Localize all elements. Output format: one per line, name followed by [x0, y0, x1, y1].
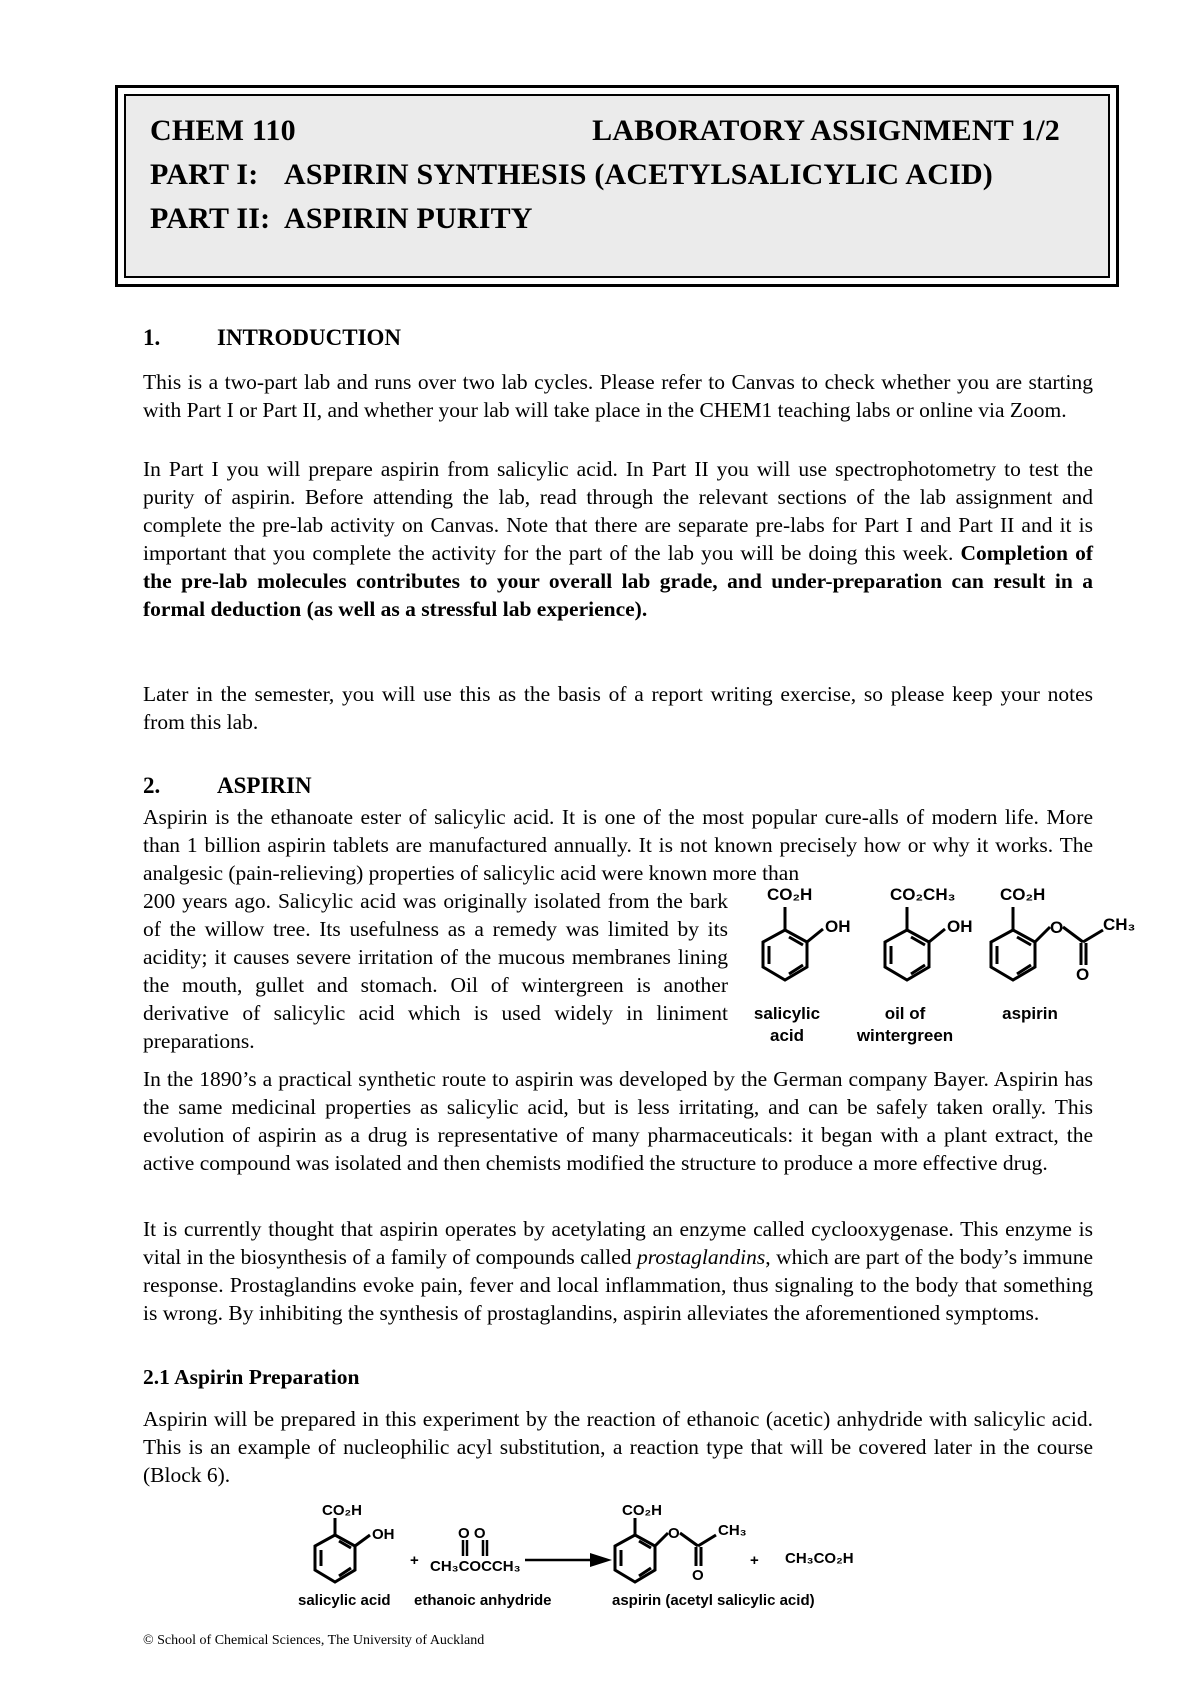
footer-copyright: © School of Chemical Sciences, The University of Auckland — [143, 1633, 485, 1648]
carbonyl-oxygen: O — [1076, 965, 1090, 984]
plus-sign-1: + — [410, 1552, 419, 1569]
part2-title: ASPIRIN PURITY — [284, 202, 533, 235]
oxygen-atom: O — [1050, 918, 1064, 937]
anhydride-formula: CH₃COCCH₃ — [430, 1558, 521, 1575]
reactant-co2h: CO₂H — [322, 1502, 362, 1519]
salicylic-oh: OH — [825, 917, 851, 936]
prep-heading: 2.1 Aspirin Preparation — [143, 1365, 360, 1389]
label-ethanoic-anhydride: ethanoic anhydride — [414, 1592, 552, 1609]
salicylic-acid-structure — [763, 907, 823, 980]
svg-text:O: O — [668, 1525, 680, 1542]
intro-paragraph-2: In Part I you will prepare aspirin from salicylic acid. In Part II you will use spectrophotometry to test the purity of aspirin. Before attending the lab, read through the relevant sections of the lab assignment and complete the pre-lab activity on Canvas. Note that there are separate pre-labs for Part I and Part II and it is important that you complete the activity for the part of the lab you will be doing this week. Completion of the pre-lab molecules contributes to your overall lab grade, and under-preparation can result in a formal deduction (as well as a stressful lab experience). — [143, 457, 1093, 621]
label-aspirin-product: aspirin (acetyl salicylic acid) — [612, 1592, 815, 1609]
label-salicylic-acid: salicylic acid — [298, 1592, 391, 1609]
wintergreen-co2ch3: CO₂CH₃ — [890, 885, 956, 904]
assignment-title: LABORATORY ASSIGNMENT 1/2 — [592, 114, 1060, 147]
intro-heading: 1. INTRODUCTION — [143, 325, 402, 350]
salicylic-acid-label: salicylic acid — [753, 1004, 821, 1045]
aspirin-heading: 2. ASPIRIN — [143, 773, 312, 798]
reactant-salicylic-ring — [315, 1518, 370, 1582]
part1-label: PART I: — [150, 158, 259, 191]
aspirin-label: aspirin — [1002, 1004, 1058, 1023]
salicylic-co2h: CO₂H — [767, 885, 813, 904]
plus-sign-2: + — [750, 1552, 759, 1569]
wintergreen-label: oil of wintergreen — [856, 1004, 954, 1045]
course-code: CHEM 110 — [150, 114, 296, 147]
intro-paragraph-1: This is a two-part lab and runs over two lab cycles. Please refer to Canvas to check whether you are starting with Part I or Part II, and whether your lab will take place in the CHEM1 teaching labs or online via Zoom. — [143, 370, 1093, 422]
aspirin-paragraph-1: Aspirin is the ethanoate ester of salicylic acid. It is one of the most popular cure-alls of modern life. More than 1 billion aspirin tablets are manufactured annually. It is not known precisely how or why it works. The analgesic (pain-relieving) properties of salicylic acid were known more than — [143, 805, 1093, 885]
aspirin-paragraph-1-narrow: 200 years ago. Salicylic acid was originally isolated from the bark of the willow tree. Its usefulness as a remedy was limited by its acidity; it causes severe irritation of the mucous membranes lining the mouth, gullet and stomach. Oil of wintergreen is another derivative of salicylic acid which is used widely in liniment preparations. — [143, 889, 728, 1053]
wintergreen-oh: OH — [947, 917, 973, 936]
intro-paragraph-3: Later in the semester, you will use this as the basis of a report writing exercise, so please keep your notes from this lab. — [143, 682, 1093, 734]
reaction-arrow — [525, 1553, 612, 1567]
aspirin-paragraph-3: It is currently thought that aspirin operates by acetylating an enzyme called cyclooxygenase. This enzyme is vital in the biosynthesis of a family of compounds called prostaglandins, which are part of the body’s immune response. Prostaglandins evoke pain, fever and local inflammation, thus signaling to the body that something is wrong. By inhibiting the synthesis of prostaglandins, aspirin alleviates the aforementioned symptoms. — [143, 1217, 1093, 1325]
wintergreen-structure — [885, 907, 945, 980]
reactant-oh: OH — [372, 1526, 395, 1543]
byproduct-formula: CH₃CO₂H — [785, 1550, 854, 1567]
part2-label: PART II: — [150, 202, 271, 235]
part1-title: ASPIRIN SYNTHESIS (ACETYLSALICYLIC ACID) — [284, 158, 994, 191]
aspirin-co2h: CO₂H — [1000, 885, 1046, 904]
title-box — [115, 85, 1119, 287]
product-ch3: CH₃ — [718, 1522, 747, 1539]
prep-paragraph: Aspirin will be prepared in this experiment by the reaction of ethanoic (acetic) anhydride with salicylic acid. This is an example of nucleophilic acyl substitution, a reaction type that will be covered later in the course (Block 6). — [143, 1407, 1093, 1487]
svg-text:O: O — [692, 1567, 704, 1584]
product-co2h: CO₂H — [622, 1502, 662, 1519]
svg-text:O O: O O — [458, 1525, 486, 1542]
aspirin-paragraph-2: In the 1890’s a practical synthetic route to aspirin was developed by the German company Bayer. Aspirin has the same medicinal properties as salicylic acid, but is less irritating, and can be safely taken orally. This evolution of aspirin as a drug is representative of many pharmaceuticals: it began with a plant extract, the active compound was isolated and then chemists modified the structure to produce a more effective drug. — [143, 1067, 1093, 1175]
aspirin-ch3: CH₃ — [1103, 915, 1136, 934]
